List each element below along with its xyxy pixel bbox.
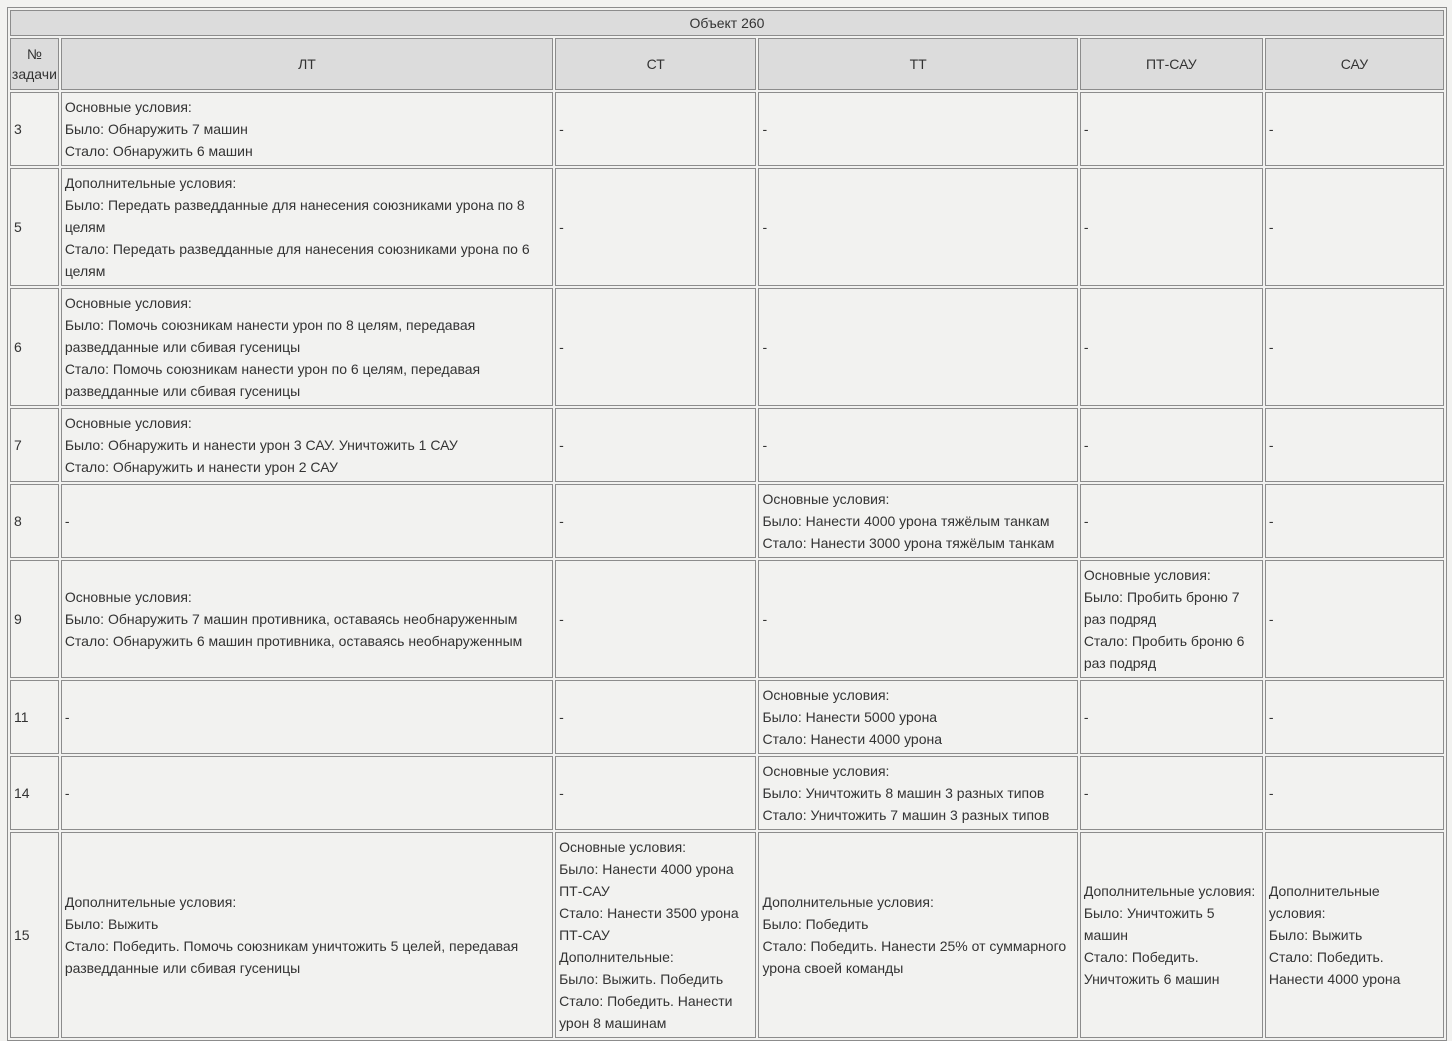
condition-line: - — [559, 121, 564, 137]
condition-line: Стало: Обнаружить 6 машин противника, оставаясь необнаруженным — [64, 633, 523, 649]
condition-line: - — [1083, 785, 1089, 801]
cell-st — [555, 92, 756, 166]
condition-line: - — [64, 709, 70, 725]
condition-line: - — [64, 513, 70, 529]
cell-lt — [61, 756, 553, 830]
cell-lt — [61, 288, 553, 406]
cell-pt-sau — [1080, 832, 1263, 1038]
condition-line: Было: Нанести 4000 урона ПТ-САУ — [559, 861, 734, 899]
condition-line: Основные условия: — [64, 99, 192, 115]
table-row — [10, 832, 1444, 1038]
condition-line: Основные условия: — [1083, 567, 1211, 583]
changes-table — [7, 7, 1447, 1041]
condition-line: Основные условия: — [762, 687, 890, 703]
condition-line: Стало: Победить. Помочь союзникам уничтожить 5 целей, передавая разведданные или сбивая гусеницы — [64, 938, 519, 976]
column-header-lt: ЛТ — [61, 38, 553, 90]
column-header-pt-sau: ПТ-САУ — [1080, 38, 1263, 90]
condition-line: Стало: Победить. Уничтожить 6 машин — [1083, 949, 1220, 987]
cell-lt — [61, 680, 553, 754]
condition-line: - — [559, 611, 564, 627]
condition-line: - — [1268, 437, 1274, 453]
condition-line: Стало: Нанести 4000 урона — [762, 731, 942, 747]
condition-line: Стало: Нанести 3000 урона тяжёлым танкам — [762, 535, 1055, 551]
cell-lt — [61, 92, 553, 166]
condition-line: - — [762, 437, 768, 453]
cell-lt — [61, 484, 553, 558]
condition-line: Основные условия: — [64, 415, 192, 431]
cell-sau — [1265, 560, 1444, 678]
cell-lt — [61, 408, 553, 482]
column-header-sau: САУ — [1265, 38, 1444, 90]
cell-tt — [758, 92, 1077, 166]
condition-line: Было: Уничтожить 8 машин 3 разных типов — [762, 785, 1045, 801]
condition-line: Дополнительные условия: — [64, 894, 237, 910]
condition-line: Дополнительные условия: — [64, 175, 237, 191]
cell-sau — [1265, 408, 1444, 482]
condition-line: Было: Уничтожить 5 машин — [1083, 905, 1215, 943]
condition-line: Стало: Обнаружить и нанести урон 2 САУ — [64, 459, 338, 475]
cell-st — [555, 168, 756, 286]
condition-line: Стало: Нанести 3500 урона ПТ-САУ — [559, 905, 739, 943]
condition-line: Было: Выжить — [64, 916, 159, 932]
cell-st — [555, 680, 756, 754]
cell-st — [555, 408, 756, 482]
condition-line: - — [1268, 339, 1274, 355]
cell-st — [555, 832, 756, 1038]
cell-pt-sau — [1080, 92, 1263, 166]
cell-sau — [1265, 484, 1444, 558]
condition-line: - — [1268, 785, 1274, 801]
title-row — [10, 10, 1444, 36]
table-body — [10, 92, 1444, 1038]
condition-line: Было: Обнаружить 7 машин противника, оставаясь необнаруженным — [64, 611, 518, 627]
condition-line: - — [1268, 121, 1274, 137]
cell-pt-sau — [1080, 680, 1263, 754]
condition-line: Было: Обнаружить и нанести урон 3 САУ. Уничтожить 1 САУ — [64, 437, 458, 453]
condition-line: Стало: Обнаружить 6 машин — [64, 143, 253, 159]
table-row — [10, 756, 1444, 830]
condition-line: - — [1083, 339, 1089, 355]
column-header-task-number-line1: № — [26, 46, 42, 62]
column-header-task-number — [10, 38, 59, 90]
table-row — [10, 92, 1444, 166]
cell-tt — [758, 408, 1077, 482]
condition-line: Было: Нанести 5000 урона — [762, 709, 938, 725]
cell-pt-sau — [1080, 756, 1263, 830]
cell-sau — [1265, 832, 1444, 1038]
column-header-tt: ТТ — [758, 38, 1077, 90]
condition-line: - — [559, 339, 564, 355]
cell-sau — [1265, 756, 1444, 830]
condition-line: Стало: Уничтожить 7 машин 3 разных типов — [762, 807, 1050, 823]
cell-st — [555, 560, 756, 678]
cell-task-number: 3 — [10, 92, 59, 166]
condition-line: Было: Нанести 4000 урона тяжёлым танкам — [762, 513, 1050, 529]
condition-line: Стало: Победить. Нанести 4000 урона — [1268, 949, 1401, 987]
condition-line: - — [1083, 121, 1089, 137]
condition-line: Основные условия: — [762, 763, 890, 779]
cell-sau — [1265, 92, 1444, 166]
cell-task-number: 7 — [10, 408, 59, 482]
cell-tt — [758, 680, 1077, 754]
table-row — [10, 484, 1444, 558]
cell-sau — [1265, 168, 1444, 286]
condition-line: Было: Обнаружить 7 машин — [64, 121, 248, 137]
cell-pt-sau — [1080, 288, 1263, 406]
table-title[interactable] — [690, 12, 765, 34]
cell-tt — [758, 288, 1077, 406]
condition-line: - — [762, 611, 768, 627]
cell-tt — [758, 560, 1077, 678]
condition-line: Дополнительные условия: — [1268, 883, 1380, 921]
header-row — [10, 38, 1444, 90]
column-header-st: СТ — [555, 38, 756, 90]
condition-line: - — [1083, 437, 1089, 453]
changes-table-container — [7, 7, 1447, 1041]
condition-line: - — [559, 219, 564, 235]
condition-line: - — [1268, 709, 1274, 725]
cell-sau — [1265, 288, 1444, 406]
table-title-text: Объект 260 — [689, 15, 765, 31]
table-title-cell — [10, 10, 1444, 36]
table-row — [10, 408, 1444, 482]
cell-lt — [61, 560, 553, 678]
condition-line: - — [559, 785, 564, 801]
condition-line: Стало: Победить. Нанести 25% от суммарного урона своей команды — [762, 938, 1067, 976]
condition-line: Дополнительные: — [559, 949, 674, 965]
table-row — [10, 168, 1444, 286]
condition-line: Дополнительные условия: — [762, 894, 934, 910]
cell-task-number: 8 — [10, 484, 59, 558]
condition-line: Было: Победить — [762, 916, 869, 932]
cell-st — [555, 484, 756, 558]
cell-task-number: 11 — [10, 680, 59, 754]
condition-line: Было: Выжить — [1268, 927, 1363, 943]
condition-line: Основные условия: — [762, 491, 890, 507]
cell-lt — [61, 168, 553, 286]
cell-pt-sau — [1080, 484, 1263, 558]
condition-line: - — [559, 709, 564, 725]
cell-tt — [758, 832, 1077, 1038]
cell-tt — [758, 168, 1077, 286]
condition-line: - — [1083, 709, 1089, 725]
cell-sau — [1265, 680, 1444, 754]
condition-line: - — [762, 339, 768, 355]
cell-task-number: 15 — [10, 832, 59, 1038]
condition-line: - — [1083, 513, 1089, 529]
condition-line: Дополнительные условия: — [1083, 883, 1256, 899]
cell-pt-sau — [1080, 560, 1263, 678]
condition-line: Было: Передать разведданные для нанесения союзниками урона по 8 целям — [64, 197, 525, 235]
condition-line: Стало: Передать разведданные для нанесения союзниками урона по 6 целям — [64, 241, 530, 279]
cell-tt — [758, 484, 1077, 558]
condition-line: - — [1083, 219, 1089, 235]
cell-task-number: 14 — [10, 756, 59, 830]
condition-line: - — [64, 785, 70, 801]
condition-line: Стало: Победить. Нанести урон 8 машинам — [559, 993, 733, 1031]
cell-st — [555, 756, 756, 830]
condition-line: Основные условия: — [64, 589, 192, 605]
cell-tt — [758, 756, 1077, 830]
cell-lt — [61, 832, 553, 1038]
condition-line: Было: Пробить броню 7 раз подряд — [1083, 589, 1240, 627]
condition-line: - — [559, 437, 564, 453]
condition-line: Было: Выжить. Победить — [559, 971, 724, 987]
table-row — [10, 560, 1444, 678]
condition-line: Основные условия: — [64, 295, 192, 311]
condition-line: - — [762, 121, 768, 137]
table-row — [10, 288, 1444, 406]
condition-line: Стало: Помочь союзникам нанести урон по 6 целям, передавая разведданные или сбивая гусеницы — [64, 361, 481, 399]
cell-pt-sau — [1080, 408, 1263, 482]
condition-line: Основные условия: — [559, 839, 687, 855]
cell-task-number: 9 — [10, 560, 59, 678]
condition-line: - — [1268, 513, 1274, 529]
condition-line: - — [559, 513, 564, 529]
cell-task-number: 6 — [10, 288, 59, 406]
condition-line: - — [1268, 611, 1274, 627]
condition-line: Стало: Пробить броню 6 раз подряд — [1083, 633, 1245, 671]
condition-line: - — [1268, 219, 1274, 235]
cell-task-number: 5 — [10, 168, 59, 286]
cell-st — [555, 288, 756, 406]
condition-line: Было: Помочь союзникам нанести урон по 8 целям, передавая разведданные или сбивая гусеницы — [64, 317, 476, 355]
column-header-task-number-line2: задачи — [11, 66, 57, 82]
cell-pt-sau — [1080, 168, 1263, 286]
condition-line: - — [762, 219, 768, 235]
table-row — [10, 680, 1444, 754]
